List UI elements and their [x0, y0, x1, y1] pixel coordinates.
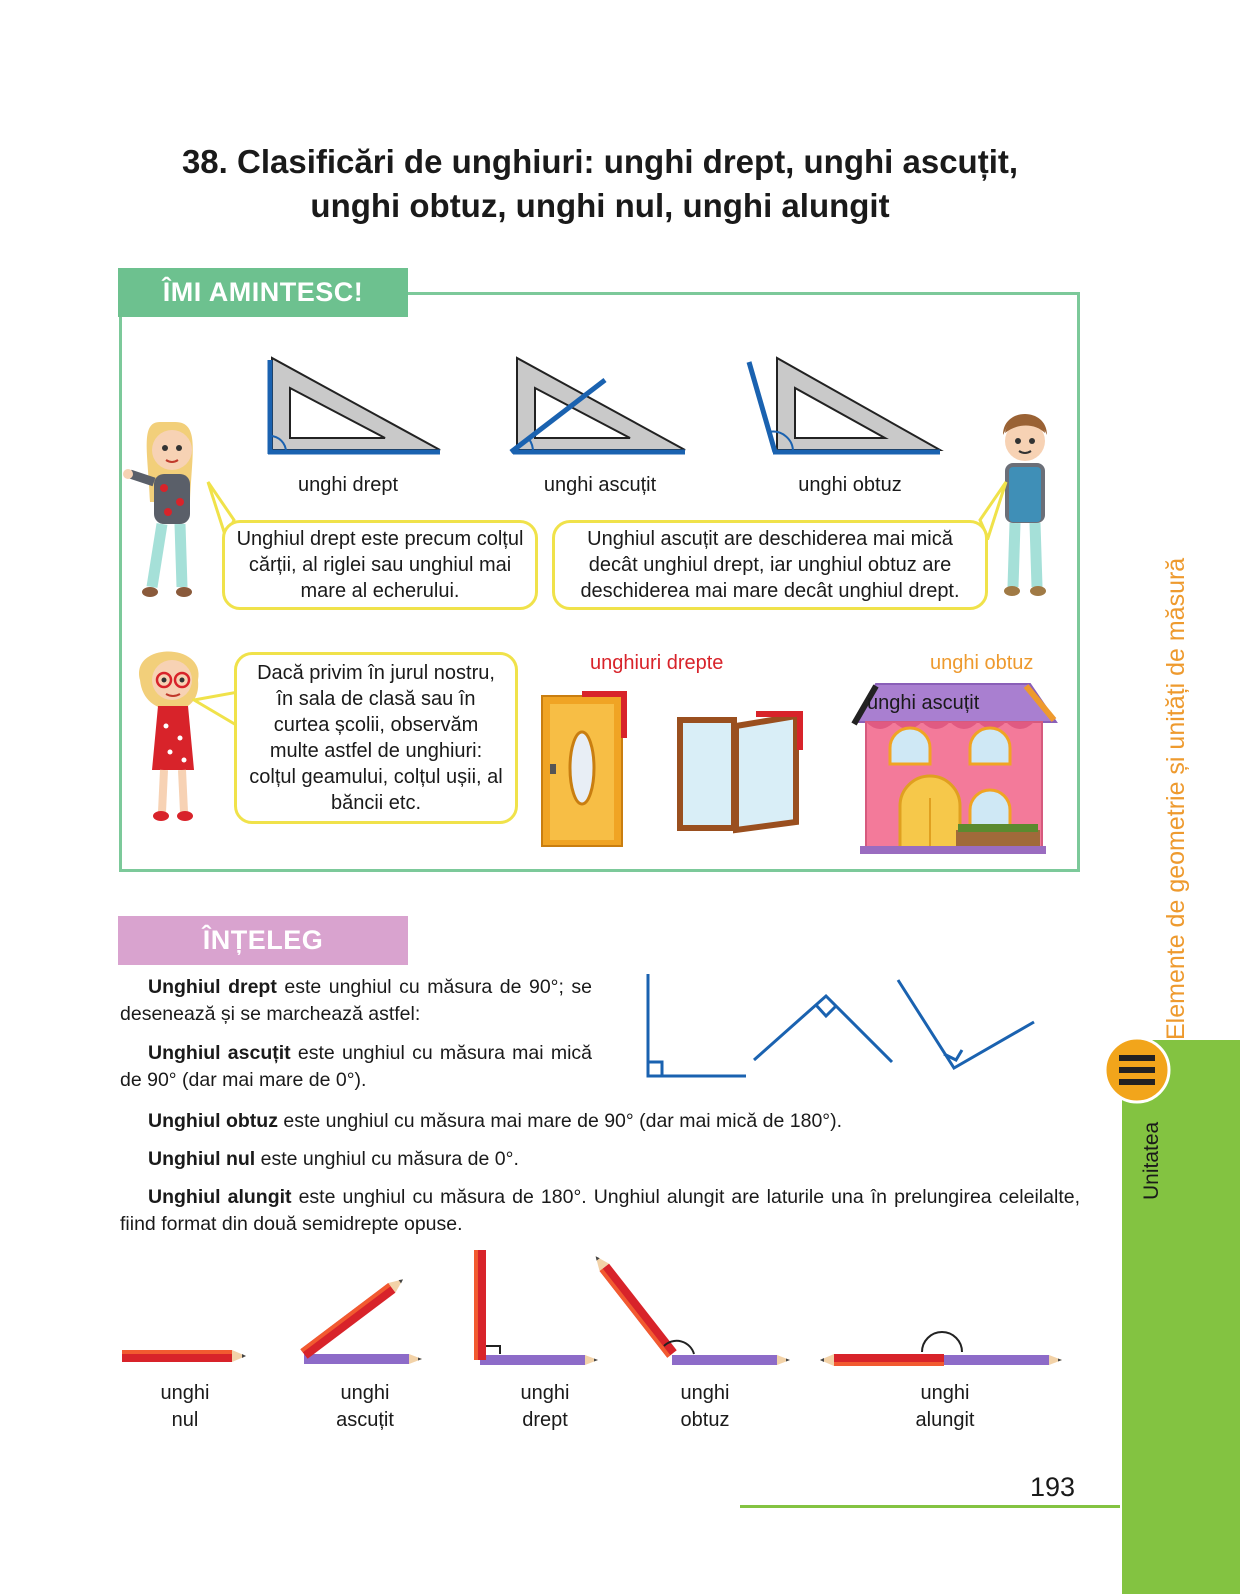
paragraph-right-angle [120, 974, 592, 1028]
right-angle-diagrams [636, 970, 1046, 1080]
pencil-label-obtuse: unghi obtuz [680, 1382, 730, 1431]
def-right-angle: este unghiul cu măsura de 90°; se desenează și se marchează astfel: [120, 976, 593, 1025]
label-right-angles: unghiuri drepte [590, 652, 724, 674]
pencil-right-icon [474, 1250, 598, 1365]
label-obtuse-house: unghi obtuz [930, 652, 1034, 674]
def-acute-angle: este unghiul cu măsura mai mică de 90° (dar mai mare de 0°). [120, 1042, 592, 1091]
term-right-angle: Unghiul drept [148, 976, 277, 998]
paragraph-null-angle [120, 1146, 1080, 1173]
term-null-angle: Unghiul nul [148, 1148, 256, 1170]
pencil-label-right: unghi drept [520, 1382, 570, 1431]
title-line-1: 38. Clasificări de unghiuri: unghi drept, unghi ascuțit, [181, 143, 1019, 180]
pencil-label-straight: unghi alungit [915, 1382, 975, 1431]
page-number: 193 [1030, 1472, 1076, 1502]
page-number-rule [740, 1505, 1120, 1508]
pencil-null-icon [122, 1350, 246, 1362]
label-acute-angle: unghi ascuțit [543, 474, 657, 496]
set-square-obtuse-icon [745, 350, 945, 460]
chapter-title-vertical: Elemente de geometrie și unități de măsură [1162, 557, 1190, 1040]
label-obtuse-angle: unghi obtuz [798, 474, 902, 496]
def-null-angle: este unghiul cu măsura de 0°. [255, 1148, 519, 1170]
set-square-acute-icon [505, 350, 695, 460]
page-title [120, 140, 1080, 228]
term-obtuse-angle: Unghiul obtuz [148, 1110, 278, 1132]
label-right-angle: unghi drept [297, 474, 399, 496]
roman-three-icon [1102, 1035, 1172, 1105]
unit-label-vertical: Unitatea [1140, 1121, 1163, 1200]
def-obtuse-angle: este unghiul cu măsura mai mare de 90° (dar mai mică de 180°). [277, 1110, 842, 1132]
bubble-acute-obtuse: Unghiul ascuțit are deschiderea mai mică decât unghiul drept, iar unghiul obtuz are deschiderea mai mare decât unghiul drept. [552, 520, 988, 610]
paragraph-acute-angle [120, 1040, 592, 1094]
pencil-straight-icon [820, 1332, 1062, 1366]
pencil-label-acute: unghi ascuțit [336, 1382, 394, 1431]
bubble-surroundings: Dacă privim în jurul nostru, în sala de clasă sau în curtea școlii, observăm multe astfel de unghiuri: colțul geamului, colțul ușii, al băncii etc. [234, 652, 518, 824]
door-icon [538, 690, 638, 850]
window-icon [676, 710, 816, 835]
set-square-right-icon [260, 350, 450, 460]
girl-illustration-icon [120, 412, 220, 607]
term-straight-angle: Unghiul alungit [148, 1186, 292, 1208]
paragraph-obtuse-angle [120, 1108, 1080, 1135]
paragraph-straight-angle [120, 1184, 1080, 1238]
label-acute-house: unghi ascuțit [867, 692, 980, 714]
pencil-acute-icon [300, 1275, 422, 1364]
title-line-2: unghi obtuz, unghi nul, unghi alungit [310, 187, 890, 224]
bubble-right-angle: Unghiul drept este precum colțul cărții, al riglei sau unghiul mai mare al echerului. [222, 520, 538, 610]
def-straight-angle: este unghiul cu măsura de 180°. Unghiul alungit are laturile una în prelungirea celeilalte, fiind format din două semidrepte opuse. [120, 1186, 1080, 1235]
remember-tab: ÎMI AMINTESC! [118, 268, 408, 317]
term-acute-angle: Unghiul ascuțit [148, 1042, 291, 1064]
understand-tab: ÎNȚELEG [118, 916, 408, 965]
girl-glasses-illustration-icon [128, 640, 218, 830]
pencil-obtuse-icon [591, 1253, 790, 1365]
pencil-label-null: unghi nul [160, 1382, 210, 1431]
pencil-angles-illustration [118, 1250, 1078, 1390]
